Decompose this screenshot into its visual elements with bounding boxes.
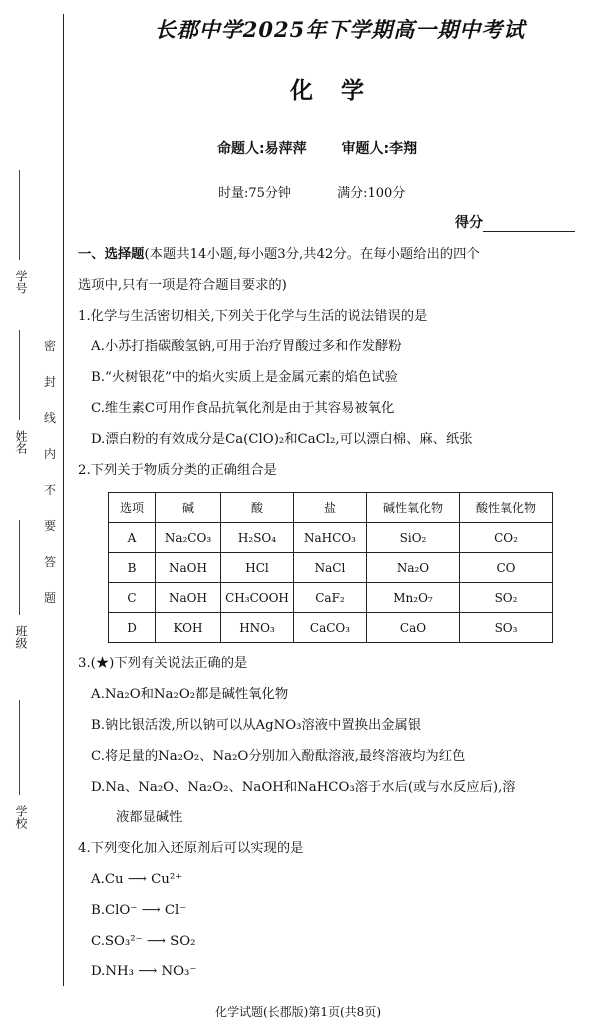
score-blank[interactable] [483, 217, 575, 232]
table-cell: NaCl [294, 553, 367, 583]
question-4-option-d: D.NH₃ ⟶ NO₃⁻ [91, 964, 197, 980]
section-heading [78, 240, 586, 271]
question-3-option-a: A.Na₂O和Na₂O₂都是碱性氧化物 [91, 687, 289, 703]
table-cell: CaCO₃ [294, 613, 367, 643]
question-3-option-c: C.将足量的Na₂O₂、Na₂O分别加入酚酞溶液,最终溶液均为红色 [91, 748, 466, 764]
table-cell: HCl [221, 553, 294, 583]
seal-char: 不 [44, 483, 57, 497]
question-3-stem: 3.(★)下列有关说法正确的是 [78, 656, 248, 672]
table-cell: B [109, 553, 156, 583]
table-cell: D [109, 613, 156, 643]
table-header-cell: 酸 [221, 493, 294, 523]
table-cell: SO₃ [460, 613, 553, 643]
question-1-option-c: C.维生素C可用作食品抗氧化剂是由于其容易被氧化 [91, 400, 395, 416]
school-label: 学校 [14, 805, 28, 829]
class-blank [19, 520, 20, 615]
table-cell: CaO [367, 613, 460, 643]
table-cell: CO [460, 553, 553, 583]
question-3-option-d-cont: 液都显碱性 [116, 810, 183, 826]
table-header-cell: 选项 [109, 493, 156, 523]
question-1-option-b: B.“火树银花”中的焰火实质上是金属元素的焰色试验 [91, 370, 398, 386]
question-3-option-b: B.钠比银活泼,所以钠可以从AgNO₃溶液中置换出金属银 [91, 717, 422, 733]
score-label: 得分 [455, 215, 483, 231]
table-cell: SiO₂ [367, 523, 460, 553]
seal-char: 线 [44, 411, 57, 425]
table-cell: H₂SO₄ [221, 523, 294, 553]
page-footer: 化学试题(长郡版)第1页(共8页) [215, 1005, 381, 1019]
question-4-option-a: A.Cu ⟶ Cu²⁺ [91, 871, 183, 887]
table-cell: A [109, 523, 156, 553]
seal-char: 要 [44, 519, 57, 533]
reviewer: 审题人:李翔 [341, 141, 418, 157]
setter: 命题人:易萍萍 [217, 141, 307, 157]
table-row [109, 523, 553, 553]
question-4-option-c: C.SO₃²⁻ ⟶ SO₂ [91, 933, 196, 949]
table-cell: CH₃COOH [221, 583, 294, 613]
question-4-stem: 4.下列变化加入还原剂后可以实现的是 [78, 841, 304, 857]
table-cell: CaF₂ [294, 583, 367, 613]
table-row [109, 613, 553, 643]
class-label: 班级 [14, 625, 28, 649]
section-desc-2: 选项中,只有一项是符合题目要求的) [78, 277, 287, 293]
table-cell: HNO₃ [221, 613, 294, 643]
question-content [78, 240, 586, 988]
subject-title: 化学 [290, 78, 392, 104]
seal-char: 答 [44, 555, 57, 569]
question-1-option-d: D.漂白粉的有效成分是Ca(ClO)₂和CaCl₂,可以漂白棉、麻、纸张 [91, 431, 473, 447]
table-row [109, 583, 553, 613]
student-id-label: 学号 [14, 270, 28, 294]
question-2-stem: 2.下列关于物质分类的正确组合是 [78, 462, 277, 478]
seal-char: 封 [44, 375, 57, 389]
table-cell: KOH [156, 613, 221, 643]
table-cell: NaHCO₃ [294, 523, 367, 553]
question-4-option-b: B.ClO⁻ ⟶ Cl⁻ [91, 902, 187, 918]
binding-line [63, 14, 64, 986]
table-cell: Na₂O [367, 553, 460, 583]
table-cell: Mn₂O₇ [367, 583, 460, 613]
school-blank [19, 700, 20, 795]
table-cell: SO₂ [460, 583, 553, 613]
full-score: 满分:100分 [337, 186, 406, 201]
question-1-option-a: A.小苏打指碳酸氢钠,可用于治疗胃酸过多和作发酵粉 [91, 339, 402, 355]
table-cell: C [109, 583, 156, 613]
table-header-cell: 酸性氧化物 [460, 493, 553, 523]
seal-char: 内 [44, 447, 57, 461]
table-cell: NaOH [156, 553, 221, 583]
question-1-stem: 1.化学与生活密切相关,下列关于化学与生活的说法错误的是 [78, 308, 428, 324]
student-id-blank [19, 170, 20, 260]
table-header-cell: 盐 [294, 493, 367, 523]
authors-line [217, 138, 447, 158]
name-label: 姓名 [14, 430, 28, 454]
question-3-option-d: D.Na、Na₂O、Na₂O₂、NaOH和NaHCO₃溶于水后(或与水反应后),溶 [91, 779, 516, 795]
time-score-info [218, 182, 447, 201]
section-desc-1: (本题共14小题,每小题3分,共42分。在每小题给出的四个 [144, 247, 480, 262]
section-title: 一、选择题 [78, 247, 145, 262]
table-cell: Na₂CO₃ [156, 523, 221, 553]
table-header-row [109, 493, 553, 523]
score-box [455, 212, 575, 232]
table-header-cell: 碱 [156, 493, 221, 523]
table-cell: CO₂ [460, 523, 553, 553]
table-cell: NaOH [156, 583, 221, 613]
seal-char: 密 [44, 339, 57, 353]
table-header-cell: 碱性氧化物 [367, 493, 460, 523]
name-blank [19, 330, 20, 420]
table-row [109, 553, 553, 583]
classification-table [108, 492, 553, 643]
exam-title: 长郡中学2025年下学期高一期中考试 [154, 17, 526, 42]
seal-char: 题 [44, 591, 57, 605]
duration: 时量:75分钟 [218, 186, 291, 201]
